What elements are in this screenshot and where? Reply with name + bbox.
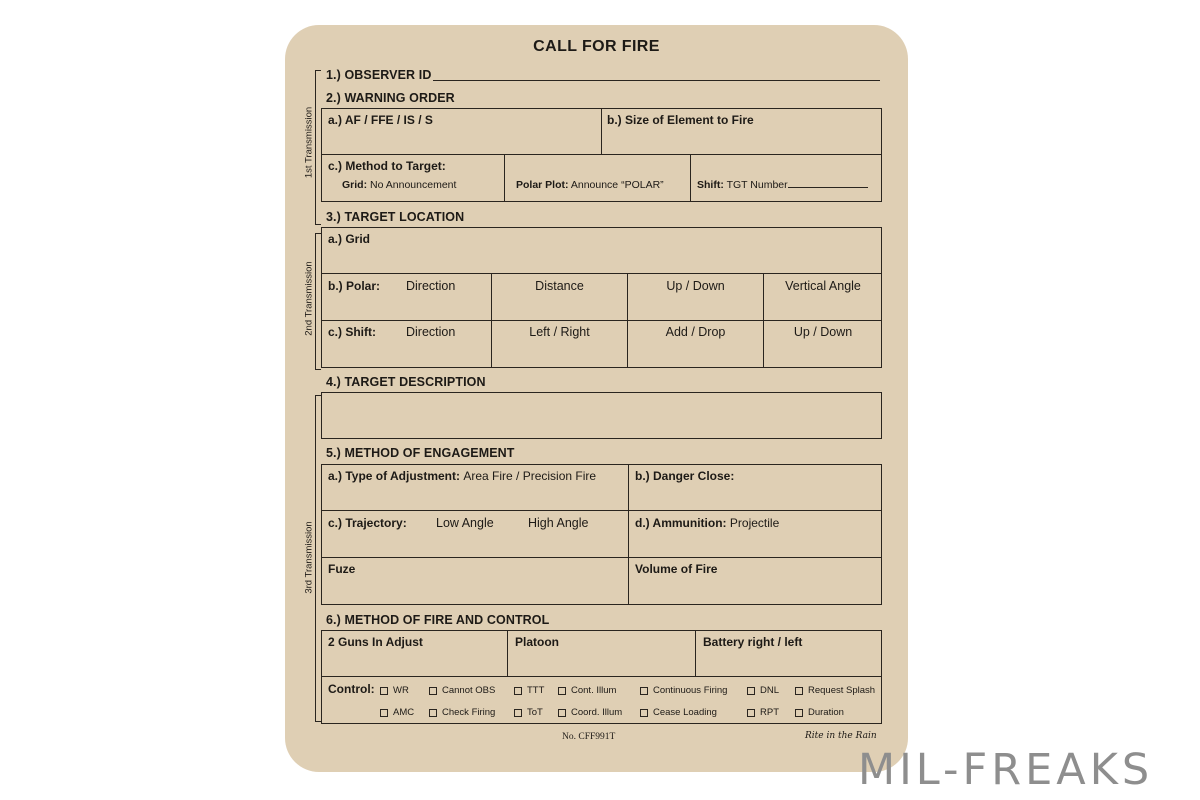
engagement-box <box>321 464 882 605</box>
eng-divider-1 <box>321 510 882 511</box>
guns-in-adjust-field[interactable]: 2 Guns In Adjust <box>328 635 423 649</box>
checkbox-icon <box>747 709 755 717</box>
fc-divider <box>321 676 882 677</box>
transmission-label-3: 3rd Transmission <box>303 521 315 594</box>
checkbox-icon <box>795 709 803 717</box>
checkbox-icon <box>558 687 566 695</box>
checkbox-amc[interactable]: AMC <box>380 707 414 718</box>
danger-close-field[interactable]: b.) Danger Close: <box>635 469 735 483</box>
brand-signature: Rite in the Rain <box>805 731 877 741</box>
checkbox-continuous-firing[interactable]: Continuous Firing <box>640 685 727 696</box>
checkbox-coord-illum[interactable]: Coord. Illum <box>558 707 622 718</box>
checkbox-icon <box>429 709 437 717</box>
eng-col <box>628 464 629 605</box>
checkbox-tot[interactable]: ToT <box>514 707 543 718</box>
trajectory-low-angle[interactable]: Low Angle <box>436 516 494 530</box>
polar-up-down[interactable]: Up / Down <box>666 279 725 293</box>
method-grid-option[interactable]: Grid: No Announcement <box>342 179 457 191</box>
checkbox-rpt[interactable]: RPT <box>747 707 779 718</box>
checkbox-icon <box>429 687 437 695</box>
target-location-box <box>321 227 882 368</box>
tl-divider-1 <box>321 273 882 274</box>
target-description-heading: 4.) TARGET DESCRIPTION <box>326 375 486 389</box>
polar-vertical-angle[interactable]: Vertical Angle <box>785 279 861 293</box>
af-ffe-field[interactable]: a.) AF / FFE / IS / S <box>328 113 433 127</box>
checkbox-icon <box>640 709 648 717</box>
shift-left-right[interactable]: Left / Right <box>529 325 590 339</box>
engagement-heading: 5.) METHOD OF ENGAGEMENT <box>326 446 515 460</box>
checkbox-wr[interactable]: WR <box>380 685 409 696</box>
ammunition-field[interactable]: d.) Ammunition: Projectile <box>635 516 780 530</box>
checkbox-duration[interactable]: Duration <box>795 707 844 718</box>
size-of-element-field[interactable]: b.) Size of Element to Fire <box>607 113 754 127</box>
volume-of-fire-field[interactable]: Volume of Fire <box>635 562 718 576</box>
checkbox-request-splash[interactable]: Request Splash <box>795 685 875 696</box>
tl-divider-2 <box>321 320 882 321</box>
checkbox-cannot-obs[interactable]: Cannot OBS <box>429 685 495 696</box>
observer-id-line[interactable] <box>433 80 880 81</box>
fc-col-1 <box>507 630 508 676</box>
trajectory-label: c.) Trajectory: <box>328 516 407 530</box>
eng-divider-2 <box>321 557 882 558</box>
method-polar-option[interactable]: Polar Plot: Announce “POLAR” <box>516 179 664 191</box>
fc-col-2 <box>695 630 696 676</box>
tgt-number-blank[interactable] <box>788 187 868 188</box>
checkbox-ttt[interactable]: TTT <box>514 685 544 696</box>
method-col-divider-2 <box>690 154 691 202</box>
grid-field[interactable]: a.) Grid <box>328 232 371 246</box>
shift-direction[interactable]: Direction <box>406 325 456 339</box>
method-col-divider-1 <box>504 154 505 202</box>
watermark: MIL-FREAKS <box>858 745 1154 795</box>
trajectory-high-angle[interactable]: High Angle <box>528 516 589 530</box>
polar-direction[interactable]: Direction <box>406 279 456 293</box>
control-label: Control: <box>328 682 375 696</box>
type-of-adjustment-field[interactable]: a.) Type of Adjustment: Area Fire / Precision Fire <box>328 469 597 483</box>
form-number: No. CFF991T <box>562 732 616 742</box>
checkbox-icon <box>795 687 803 695</box>
fuze-field[interactable]: Fuze <box>328 562 356 576</box>
checkbox-cont-illum[interactable]: Cont. Illum <box>558 685 616 696</box>
checkbox-dnl[interactable]: DNL <box>747 685 779 696</box>
warning-divider <box>321 154 882 155</box>
warning-order-heading: 2.) WARNING ORDER <box>326 91 455 105</box>
observer-id-label: 1.) OBSERVER ID <box>326 68 432 82</box>
shift-up-down[interactable]: Up / Down <box>793 325 853 339</box>
checkbox-cease-loading[interactable]: Cease Loading <box>640 707 717 718</box>
polar-label: b.) Polar: <box>328 279 381 293</box>
checkbox-check-firing[interactable]: Check Firing <box>429 707 495 718</box>
polar-distance[interactable]: Distance <box>535 279 584 293</box>
checkbox-icon <box>380 709 388 717</box>
checkbox-icon <box>514 709 522 717</box>
shift-label: c.) Shift: <box>328 325 376 339</box>
warning-col-divider <box>601 108 602 154</box>
transmission-label-2: 2nd Transmission <box>303 261 315 336</box>
checkbox-icon <box>558 709 566 717</box>
method-shift-option[interactable]: Shift: TGT Number <box>697 179 868 191</box>
method-to-target-label: c.) Method to Target: <box>328 159 446 173</box>
battery-field[interactable]: Battery right / left <box>703 635 803 649</box>
target-description-field[interactable] <box>321 392 882 439</box>
checkbox-icon <box>640 687 648 695</box>
fire-control-heading: 6.) METHOD OF FIRE AND CONTROL <box>326 613 550 627</box>
target-location-heading: 3.) TARGET LOCATION <box>326 210 465 224</box>
platoon-field[interactable]: Platoon <box>515 635 559 649</box>
checkbox-icon <box>747 687 755 695</box>
checkbox-icon <box>380 687 388 695</box>
call-for-fire-card <box>285 25 908 772</box>
transmission-label-1: 1st Transmission <box>303 106 315 179</box>
shift-add-drop[interactable]: Add / Drop <box>665 325 726 339</box>
card-title: CALL FOR FIRE <box>533 38 660 55</box>
checkbox-icon <box>514 687 522 695</box>
